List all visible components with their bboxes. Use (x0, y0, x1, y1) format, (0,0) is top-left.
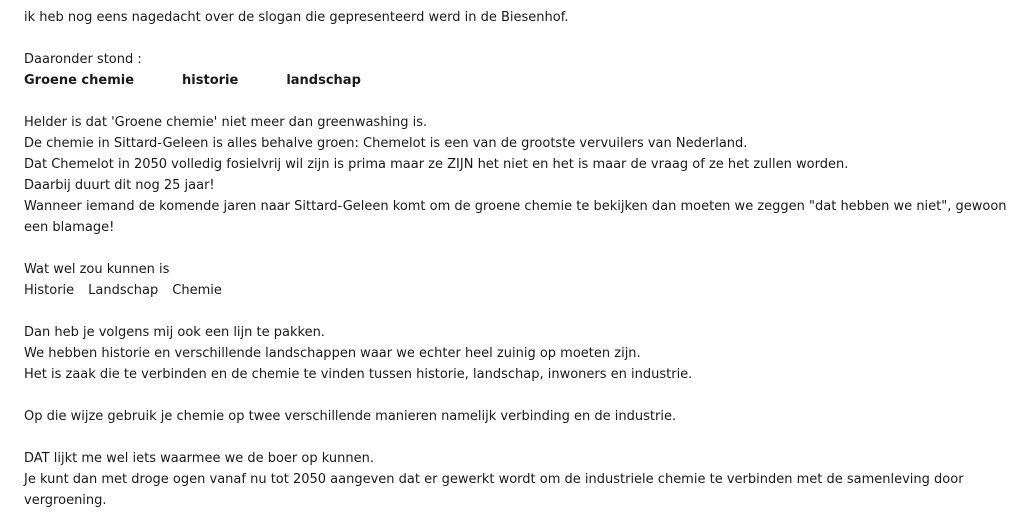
intro-line: ik heb nog eens nagedacht over de slogan die gepresenteerd werd in de Biesenhof. (24, 10, 569, 25)
paragraph-line: Dat Chemelot in 2050 volledig fosielvrij wil zijn is prima maar ze ZIJN het niet en het is maar de vraag of ze het zullen worden. (24, 157, 849, 172)
paragraph-line: Dan heb je volgens mij ook een lijn te pakken. (24, 325, 325, 340)
spacer (24, 427, 1020, 448)
spacer (24, 385, 1020, 406)
paragraph-line: Daarbij duurt dit nog 25 jaar! (24, 178, 215, 193)
alt-slogan-part-3: Chemie (172, 283, 222, 298)
paragraph-line: DAT lijkt me wel iets waarmee we de boer op kunnen. (24, 451, 374, 466)
slogan-part-2: historie (182, 73, 239, 88)
document-body (24, 7, 1020, 511)
label-line: Daaronder stond : (24, 52, 142, 67)
paragraph-line: Wanneer iemand de komende jaren naar Sittard-Geleen komt om de groene chemie te bekijken dan moeten we zeggen "dat hebben we niet", gewoon een blamage! (24, 199, 1007, 235)
paragraph-line: Het is zaak die te verbinden en de chemie te vinden tussen historie, landschap, inwoners en industrie. (24, 367, 693, 382)
slogan-part-1: Groene chemie (24, 73, 135, 88)
paragraph-line: Je kunt dan met droge ogen vanaf nu tot 2050 aangeven dat er gewerkt wordt om de industriele chemie te verbinden met de samenleving door vergroening. (24, 472, 964, 508)
paragraph-line: Helder is dat 'Groene chemie' niet meer dan greenwashing is. (24, 115, 428, 130)
paragraph-line: Wat wel zou kunnen is (24, 262, 170, 277)
spacer (24, 238, 1020, 259)
paragraph-line: De chemie in Sittard-Geleen is alles behalve groen: Chemelot is een van de grootste vervuilers van Nederland. (24, 136, 748, 151)
slogan-part-3: landschap (286, 73, 361, 88)
paragraph-line: Op die wijze gebruik je chemie op twee verschillende manieren namelijk verbinding en de industrie. (24, 409, 677, 424)
spacer (24, 91, 1020, 112)
alt-slogan-part-2: Landschap (88, 283, 159, 298)
alt-slogan-line (24, 280, 1020, 301)
paragraph-line: We hebben historie en verschillende landschappen waar we echter heel zuinig op moeten zijn. (24, 346, 641, 361)
spacer (24, 301, 1020, 322)
spacer (24, 28, 1020, 49)
alt-slogan-part-1: Historie (24, 283, 75, 298)
slogan-line (24, 70, 1020, 91)
